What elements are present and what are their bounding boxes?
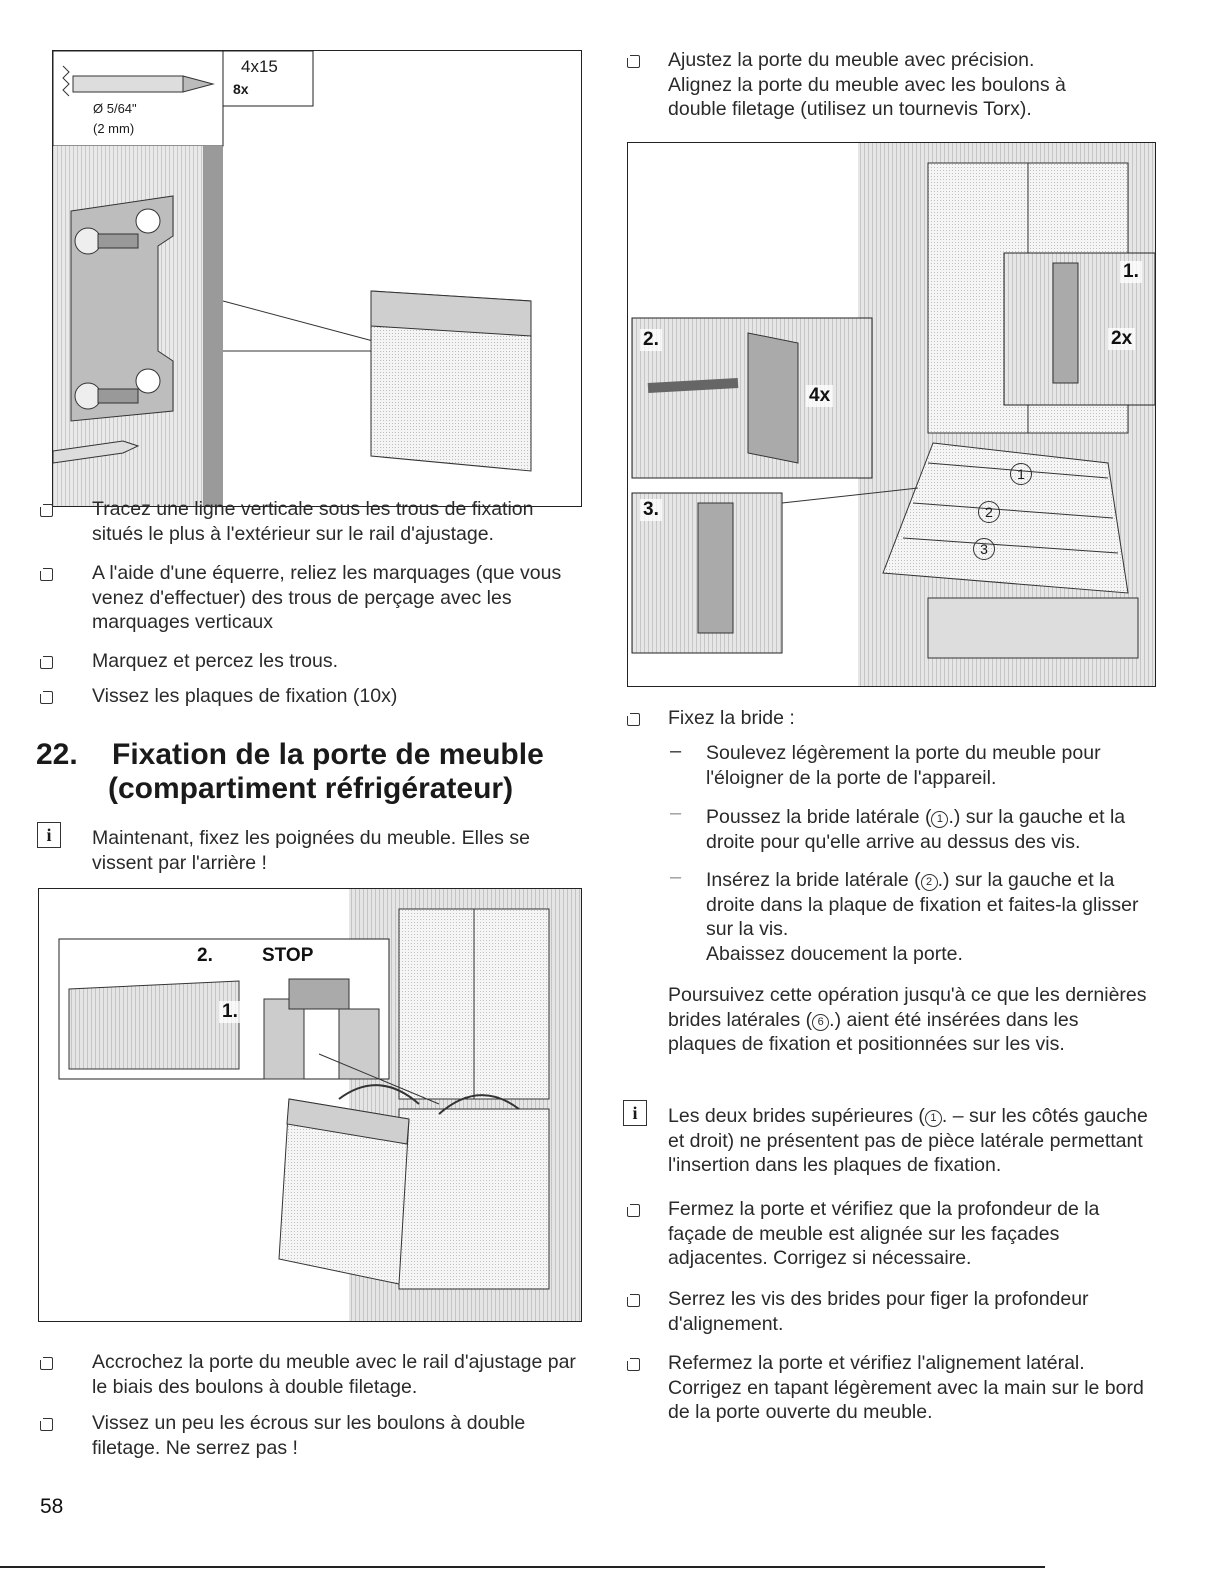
- checkbox-bride: [627, 713, 640, 726]
- mounting-plate-illustration: [53, 51, 581, 506]
- section-number: 22.: [36, 738, 78, 771]
- checkbox-step-3: [40, 656, 53, 669]
- bride-sub2: Poussez la bride latérale ( 1 .) sur la gauche et la droite pour qu'elle arrive au dessus des vis.: [706, 806, 1126, 853]
- bride-sub3: Insérez la bride latérale ( 2 .) sur la gauche et la droite dans la plaque de fixation et faites-la glisser sur la vis. Abaissez doucement la porte.: [706, 869, 1139, 965]
- checkbox-step-2: [40, 568, 53, 581]
- info-icon-2: i: [623, 1100, 647, 1126]
- callout-1: 1.: [1120, 261, 1142, 283]
- screw-count-label: 8x: [233, 81, 249, 97]
- callout-3: 3.: [640, 499, 662, 521]
- callout-2: 2.: [640, 329, 662, 351]
- step-trace-line: Tracez une ligne verticale sous les trous de fixation situés le plus à l'extérieur sur le rail d'ajustage.: [92, 498, 534, 545]
- checkbox-reclose: [627, 1358, 640, 1371]
- page-number: 58: [40, 1495, 64, 1518]
- step-tighten-screws: Serrez les vis des brides pour figer la profondeur d'alignement.: [668, 1288, 1089, 1335]
- circled-ref-1: 1: [931, 811, 948, 828]
- step-drill-holes: Marquez et percez les trous.: [92, 650, 339, 672]
- step-screw-plates: Vissez les plaques de fixation (10x): [92, 685, 398, 707]
- bullet-dash-2: –: [670, 802, 682, 824]
- circled-ref-top-1: 1: [925, 1110, 942, 1127]
- bride-lead: Fixez la bride :: [668, 707, 795, 729]
- callout-step1: 1.: [219, 1001, 241, 1023]
- bullet-dash-1: –: [670, 740, 682, 762]
- step-reclose-door: Refermez la porte et vérifiez l'alignement latéral. Corrigez en tapant légèrement avec la main sur le bord de la porte ouverte du meuble.: [668, 1352, 1144, 1423]
- circled-ref-2: 2: [921, 874, 938, 891]
- info-note-top-brides: Les deux brides supérieures ( 1 . – sur les côtés gauche et droit) ne présentent pas de pièce latérale permettant l'insertion dans les plaques de fixation.: [668, 1105, 1148, 1176]
- callout-step2: 2.: [194, 945, 216, 967]
- checkbox-tighten: [627, 1294, 640, 1307]
- callout-4x: 4x: [806, 385, 833, 407]
- circled-ref-6: 6: [812, 1014, 829, 1031]
- drill-diameter-label: Ø 5/64": [93, 101, 137, 116]
- callout-2x: 2x: [1108, 328, 1135, 350]
- section-title-line2: (compartiment réfrigérateur): [108, 772, 514, 805]
- bride-follow: Poursuivez cette opération jusqu'à ce que les dernières brides latérales ( 6 .) aient été insérées dans les plaques de fixation et positionnées sur les vis.: [668, 984, 1147, 1055]
- step-square-marks: A l'aide d'une équerre, reliez les marquages (que vous venez d'effectuer) des trous de perçage avec les marquages verticaux: [92, 562, 562, 633]
- step-adjust-door: Ajustez la porte du meuble avec précision. Alignez la porte du meuble avec les boulons à double filetage (utilisez un tournevis Torx).: [668, 49, 1066, 120]
- circled-number-3: 3: [973, 538, 995, 560]
- figure-hang-door: [38, 888, 582, 1322]
- bullet-dash-3: –: [670, 866, 682, 888]
- checkbox-step-1: [40, 504, 53, 517]
- footer-rule: [0, 1566, 1045, 1568]
- circled-number-1: 1: [1010, 463, 1032, 485]
- figure-align-door: [627, 142, 1156, 687]
- align-door-illustration: [628, 143, 1155, 686]
- info-note-handles: Maintenant, fixez les poignées du meuble. Elles se vissent par l'arrière !: [92, 827, 530, 874]
- screw-size-label: 4x15: [241, 57, 278, 76]
- checkbox-step-4: [40, 691, 53, 704]
- section-title-line1: Fixation de la porte de meuble: [112, 738, 544, 771]
- bride-sub1: Soulevez légèrement la porte du meuble pour l'éloigner de la porte de l'appareil.: [706, 742, 1101, 789]
- step-close-door: Fermez la porte et vérifiez que la profondeur de la façade de meuble est alignée sur les façades adjacentes. Corrigez si nécessaire.: [668, 1198, 1100, 1269]
- figure-mounting-plates: [52, 50, 582, 507]
- info-icon: i: [37, 822, 61, 848]
- circled-number-2: 2: [978, 501, 1000, 523]
- checkbox-step-nuts: [40, 1418, 53, 1431]
- checkbox-adjust: [627, 55, 640, 68]
- callout-stop: STOP: [259, 945, 316, 967]
- drill-mm-label: (2 mm): [93, 121, 135, 136]
- step-hang-door: Accrochez la porte du meuble avec le rail d'ajustage par le biais des boulons à double filetage.: [92, 1351, 576, 1398]
- checkbox-step-hang: [40, 1357, 53, 1370]
- checkbox-close-door: [627, 1204, 640, 1217]
- step-screw-nuts: Vissez un peu les écrous sur les boulons à double filetage. Ne serrez pas !: [92, 1412, 526, 1459]
